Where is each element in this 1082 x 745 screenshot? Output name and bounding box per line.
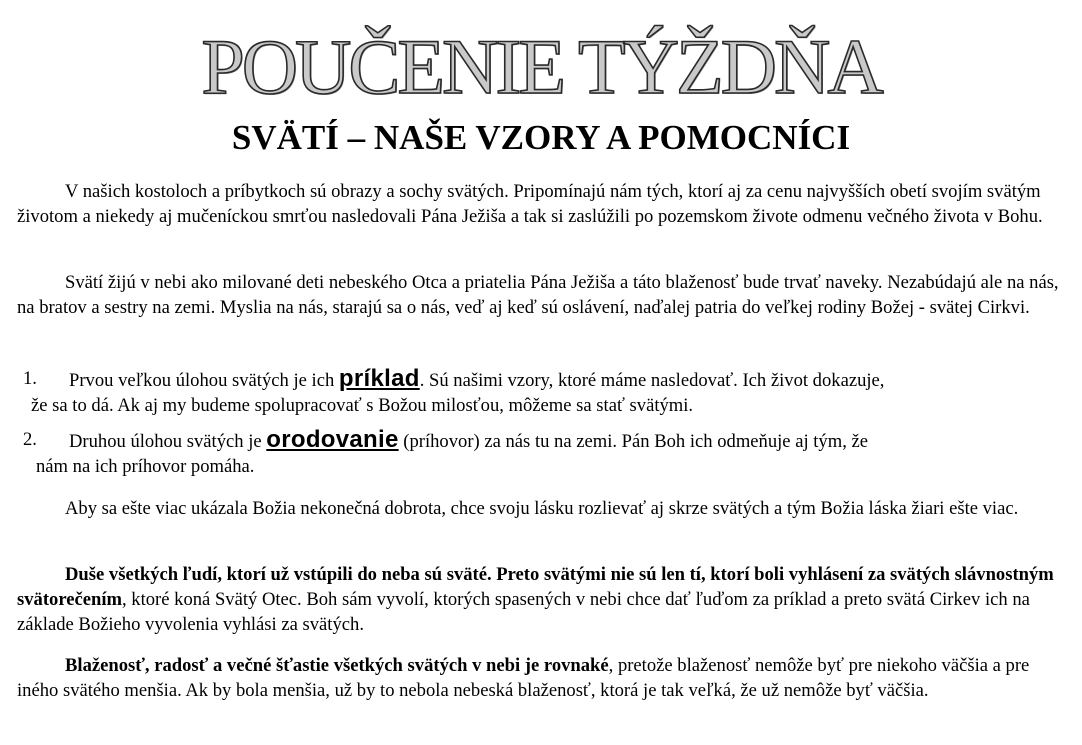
list-item-first-line [19, 427, 1061, 454]
list-number: 2. [23, 429, 37, 450]
paragraph-saints-in-heaven [17, 270, 1061, 320]
list-item-continuation: že sa to dá. Ak aj my budeme spolupracovať s Božou milosťou, môžeme sa stať svätými. [31, 395, 694, 416]
list-number: 1. [23, 368, 37, 389]
page-subtitle: SVÄTÍ – NAŠE VZORY A POMOCNÍCI [231, 118, 851, 157]
regular-text: , pretože blaženosť nemôže byť pre niekoho väčšia a pre iného svätého menšia. Ak by bola menšia, už by to nebola nebeská blaženosť, ktorá je tak veľká, že už nemôže byť väčšia. [17, 655, 1030, 701]
list-text-before: Prvou veľkou úlohou svätých je ich [69, 370, 339, 391]
paragraph-text [17, 653, 1061, 703]
paragraph-saints-images [17, 179, 1061, 229]
paragraph-text: Aby sa ešte viac ukázala Božia nekonečná dobrota, chce svoju lásku rozlievať aj skrze svätých a tým Božia láska žiari ešte viac. [65, 498, 1019, 519]
list-text-after: (príhovor) za nás tu na zemi. Pán Boh ich odmeňuje aj tým, že [398, 431, 868, 452]
paragraph-text: V našich kostoloch a príbytkoch sú obrazy a sochy svätých. Pripomínajú nám tých, ktorí aj za cenu najvyšších obetí svojím svätým životom a niekedy aj mučeníckou smrťou nasledovali Pána Ježiša a tak si zaslúžili po pozemskom živote odmenu večného života v Bohu. [17, 181, 1043, 227]
list-item-first-line [19, 366, 1061, 393]
paragraph-text: Svätí žijú v nebi ako milované deti nebeského Otca a priatelia Pána Ježiša a táto blaženosť bude trvať naveky. Nezabúdajú ale na nás, na bratov a sestry na zemi. Myslia na nás, starajú sa o nás, veď aj keď sú oslávení, naďalej patria do veľkej rodiny Božej - svätej Cirkvi. [17, 272, 1059, 318]
bold-text: Blaženosť, radosť a večné šťastie všetkých svätých v nebi je rovnaké [65, 655, 609, 676]
list-text-after: . Sú našimi vzory, ktoré máme nasledovať. Ich život dokazuje, [419, 370, 885, 391]
list-item-intercession [19, 427, 1061, 479]
list-text-before: Druhou úlohou svätých je [69, 431, 267, 452]
emphasis-word-priklad: príklad [338, 365, 420, 392]
list-item-example [19, 366, 1061, 418]
emphasis-word-orodovanie: orodovanie [266, 426, 399, 453]
paragraph-blessedness [17, 653, 1061, 703]
list-item-continuation: nám na ich príhovor pomáha. [36, 456, 255, 477]
regular-text: , ktoré koná Svätý Otec. Boh sám vyvolí, ktorých spasených v nebi chce dať ľuďom za príklad a preto svätá Cirkev ich na základe Božieho vyvolenia vyhlási za svätých. [17, 589, 1030, 635]
page-title: POUČENIE TÝŽDŇA [201, 23, 881, 110]
paragraph-goodness [17, 496, 1061, 521]
paragraph-text [17, 562, 1061, 637]
paragraph-souls-holy [17, 562, 1061, 637]
bold-text: Duše všetkých ľudí, ktorí už vstúpili do neba sú sväté. Preto svätými nie sú len tí, ktorí boli vyhlásení za svätých slávnostným svätorečením [17, 564, 1054, 610]
